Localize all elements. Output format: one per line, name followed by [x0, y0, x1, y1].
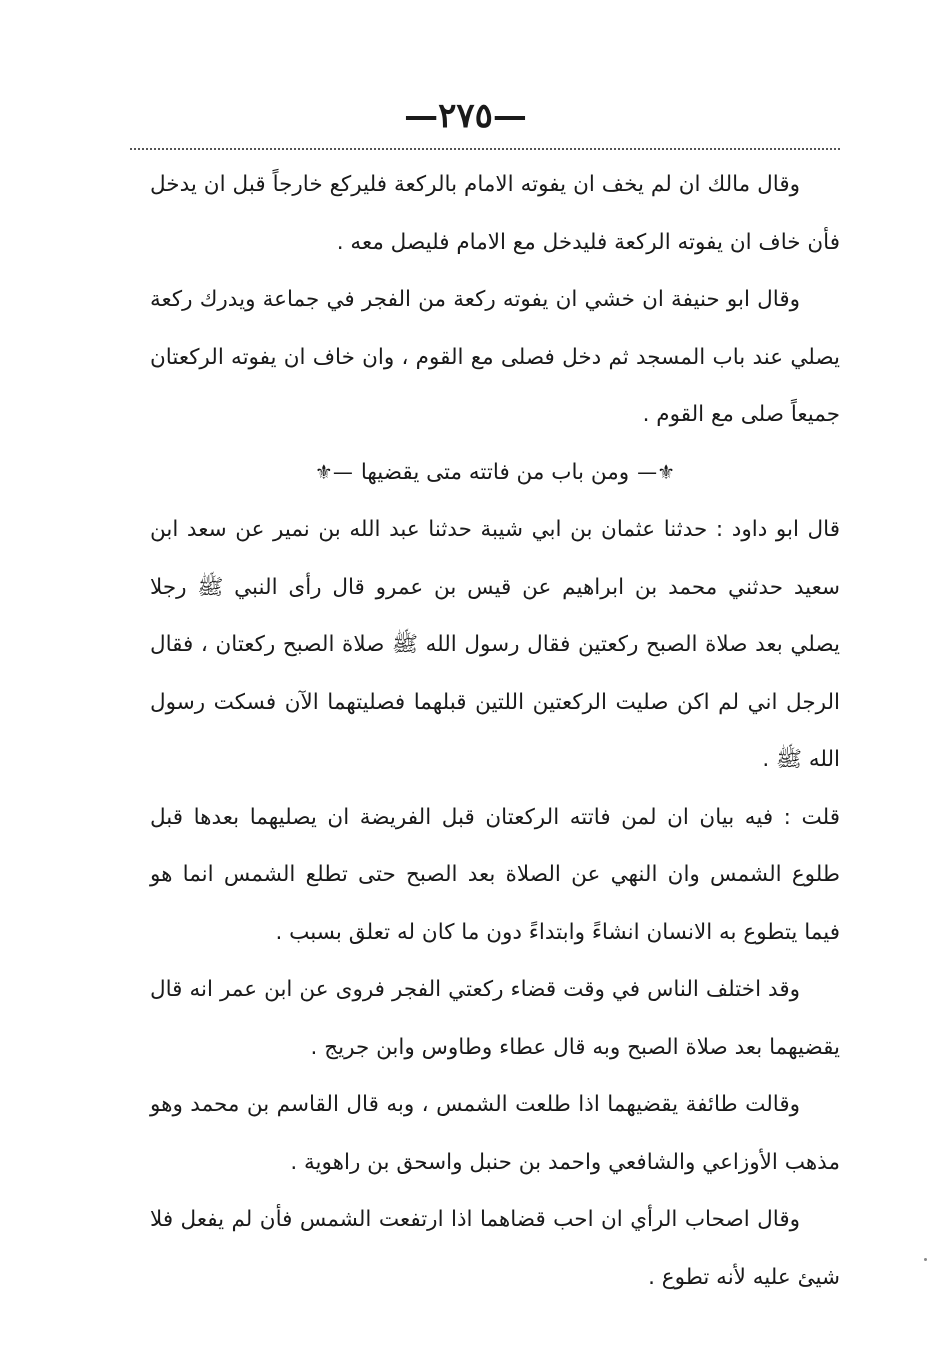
paragraph-hadith-abu-dawud: قال ابو داود : حدثنا عثمان بن ابي شيبة حدثنا عبد الله بن نمير عن سعد ابن سعيد حدثني محمد بن ابراهيم عن قيس بن عمرو قال رأى النبي ﷺ رجلا يصلي بعد صلاة الصبح ركعتين فقال رسول الله ﷺ صلاة الصبح ركعتان ، فقال الرجل اني لم اكن صليت الركعتين اللتين قبلهما فصليتهما الآن فسكت رسول الله ﷺ .: [150, 517, 840, 772]
page-number: —٢٧٥—: [404, 96, 527, 136]
paragraph-disagreement: وقد اختلف الناس في وقت قضاء ركعتي الفجر فروى عن ابن عمر انه قال يقضيهما بعد صلاة الصبح وبه قال عطاء وطاوس وابن جريج .: [150, 977, 840, 1060]
scan-speck: [924, 1258, 927, 1261]
paragraph-abu-hanifa: وقال ابو حنيفة ان خشي ان يفوته ركعة من الفجر في جماعة ويدرك ركعة يصلي عند باب المسجد ثم دخل فصلى مع القوم ، وان خاف ان يفوته الركعتان جميعاً صلى مع القوم .: [150, 287, 840, 427]
paragraph-group-opinion: وقالت طائفة يقضيهما اذا طلعت الشمس ، وبه قال القاسم بن محمد وهو مذهب الأوزاعي والشافعي واحمد بن حنبل واسحق بن راهوية .: [150, 1092, 840, 1175]
section-heading: [150, 444, 840, 502]
body-text: [150, 156, 840, 1306]
paragraph-ashab-al-ray: وقال اصحاب الرأي ان احب قضاهما اذا ارتفعت الشمس فأن لم يفعل فلا شيئ عليه لأنه تطوع .: [150, 1207, 840, 1290]
header-divider: [130, 148, 840, 150]
paragraph-commentary: قلت : فيه بيان ان لمن فاتته الركعتان قبل الفريضة ان يصليهما بعدها قبل طلوع الشمس وان النهي عن الصلاة بعد الصبح حتى تطلع الشمس انما هو فيما يتطوع به الانسان انشاءً وابتداءً دون ما كان له تعلق بسبب .: [150, 804, 840, 945]
section-heading-text: ومن باب من فاتته متى يقضيها: [360, 459, 630, 485]
ornament-icon-right: ⚜—: [637, 459, 676, 484]
ornament-icon-left: —⚜: [314, 459, 353, 484]
paragraph-malik: وقال مالك ان لم يخف ان يفوته الامام بالركعة فليركع خارجاً قبل ان يدخل فأن خاف ان يفوته الركعة فليدخل مع الامام فليصل معه .: [150, 172, 840, 255]
